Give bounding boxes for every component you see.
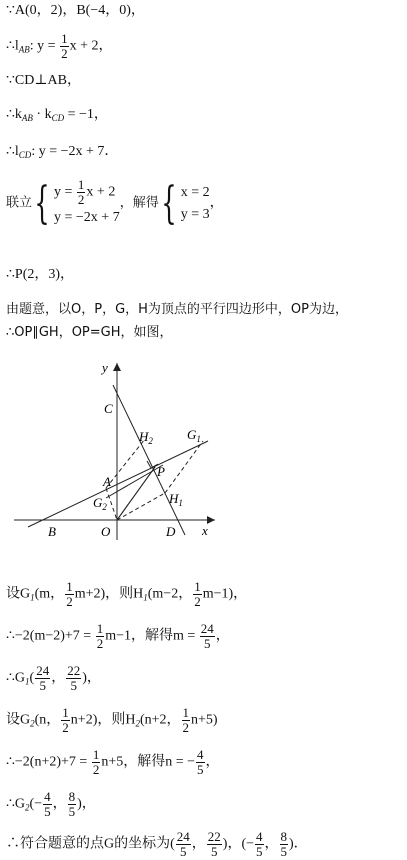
line-lcd: $\therefore l_{CD}$: y = −2x + 7． <box>6 144 119 160</box>
label-x: x <box>202 523 208 538</box>
label-o: O <box>101 524 111 539</box>
line-solve-m: ∴−2(m−2)+7 = $\frac{1}{2}$ m−1，解得m = $\frac{24}{5}$ ， <box>6 621 230 651</box>
label-a: A <box>103 474 111 489</box>
line-parallel: ∴OP∥GH，OP=GH，如图， <box>6 325 173 340</box>
label-g2: $G_2$ <box>93 495 107 512</box>
line-system: 联立{ y = $\frac{1}{2}$ x + 2 y = −2x + 7 ，解得{ x = 2 y = 3 ， <box>6 177 224 229</box>
label-b: B <box>48 524 56 539</box>
line-slope-product: $\therefore k_{AB} \cdot k_{CD} = -1$， <box>6 107 108 123</box>
line-g2-result: $\therefore G_2(-$ $\frac{4}{5}$ ， $\frac{8}{5}$ )， <box>6 789 96 819</box>
line-set-g2: 设$G_2(n$， $\frac{1}{2}$ n+2)，则$H_2(n+2$， $\frac{1}{2}$ n+5) <box>6 705 218 735</box>
line-set-g1: 设$G_1(m$， $\frac{1}{2}$ m+2)，则$H_1(m-2$， $\frac{1}{2}$ m−1)， <box>6 579 248 609</box>
line-lab: $\therefore l_{AB}$: y = $\frac{1}{2}$ x + 2， <box>6 31 113 61</box>
line-conclusion: ∴符合题意的点G的坐标为( $\frac{24}{5}$ ， $\frac{22}{5}$ )，(− $\frac{4}{5}$ ， $\frac{8}{5}$ )． <box>6 829 308 859</box>
label-h1: $H_1$ <box>169 491 183 508</box>
line-point-p: ∴P(2，3)， <box>6 267 75 282</box>
label-c: C <box>104 401 113 416</box>
label-g1: $G_1$ <box>187 427 201 444</box>
label-h2: $H_2$ <box>139 429 153 446</box>
label-p: P <box>157 464 165 479</box>
line-solve-n: ∴−2(n+2)+7 = $\frac{1}{2}$ n+5，解得n = − $\frac{4}{5}$ ， <box>6 747 220 777</box>
label-y: y <box>102 360 108 375</box>
line-g1-result: $\therefore G_1$( $\frac{24}{5}$ ， $\frac{22}{5}$ )， <box>6 663 101 693</box>
line-reasoning: 由题意，以O，P，G，H为顶点的平行四边形中，OP为边， <box>6 302 348 317</box>
line-perpendicular: ∵CD⊥AB， <box>6 73 81 88</box>
line-given-points: ∵A(0，2)，B(−4，0)， <box>6 3 145 18</box>
label-d: D <box>166 524 176 539</box>
geometry-figure <box>10 355 220 545</box>
